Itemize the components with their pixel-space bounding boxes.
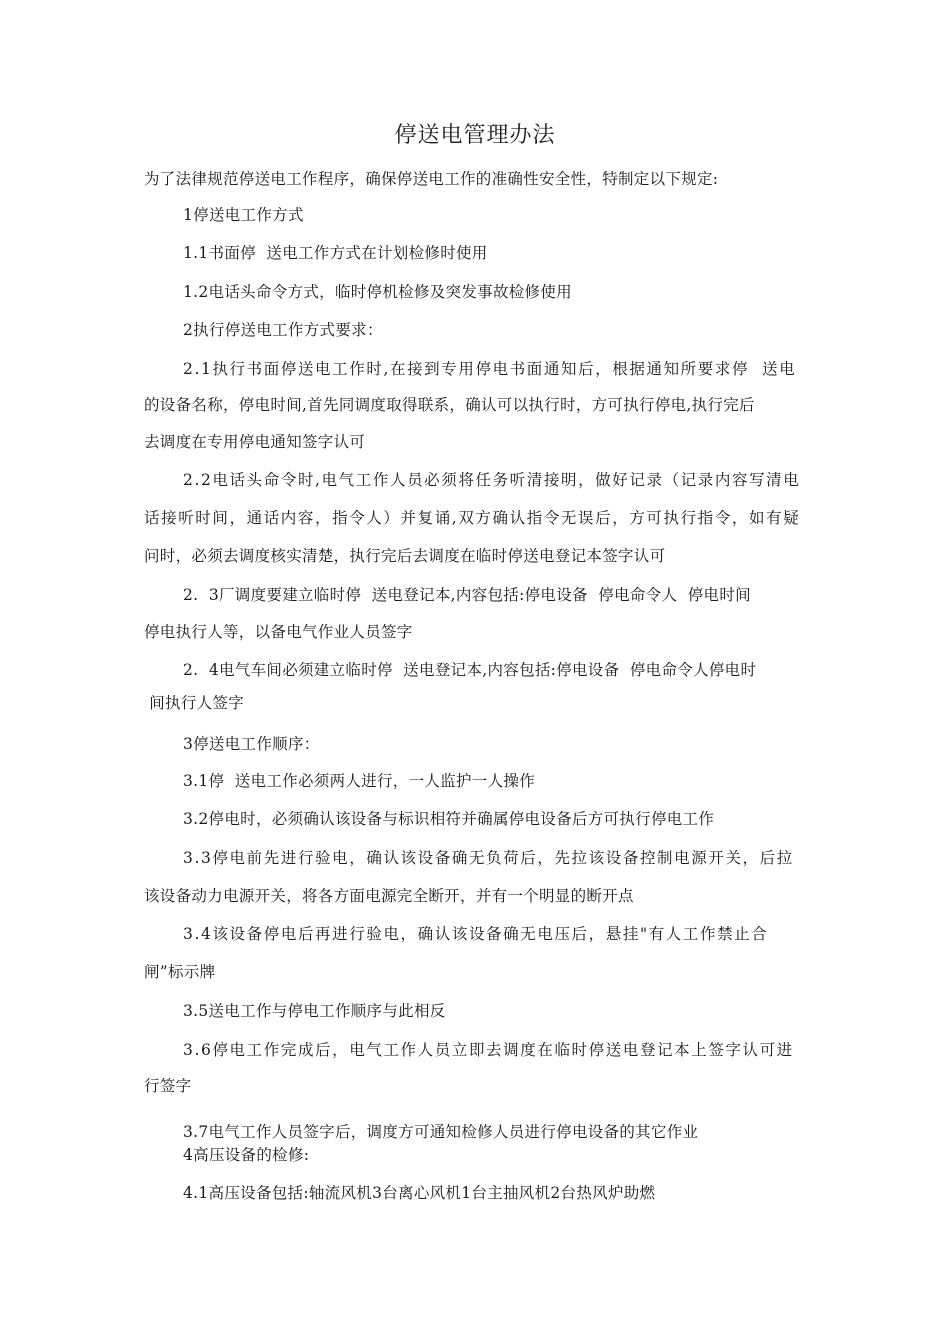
clause-2-4-line-1: 2. 4电气车间必须建立临时停 送电登记本,内容包括:停电设备 停电命令人停电时 bbox=[183, 661, 757, 679]
section-heading-1: 1停送电工作方式 bbox=[183, 206, 304, 224]
clause-2-1-line-1: 2.1执行书面停送电工作时,在接到专用停电书面通知后，根据通知所要求停 送电 bbox=[183, 360, 797, 378]
clause-1-2: 1.2电话头命令方式，临时停机检修及突发事故检修使用 bbox=[183, 283, 572, 301]
clause-2-2-line-3: 问时，必须去调度核实清楚，执行完后去调度在临时停送电登记本签字认可 bbox=[144, 547, 666, 565]
clause-2-4-line-2: 间执行人签字 bbox=[144, 694, 245, 712]
clause-1-1: 1.1书面停 送电工作方式在计划检修时使用 bbox=[183, 244, 488, 262]
clause-2-2-line-2: 话接听时间，通话内容，指令人）并复诵,双方确认指令无误后，方可执行指令，如有疑 bbox=[144, 509, 801, 527]
section-heading-2: 2执行停送电工作方式要求： bbox=[183, 321, 383, 339]
clause-3-3-line-2: 该设备动力电源开关，将各方面电源完全断开，并有一个明显的断开点 bbox=[144, 887, 634, 905]
clause-2-2-line-1: 2.2电话头命令时,电气工作人员必须将任务听清接明，做好记录（记录内容写清电 bbox=[183, 471, 801, 489]
clause-3-6-line-2: 行签字 bbox=[144, 1077, 192, 1095]
clause-3-2: 3.2停电时，必须确认该设备与标识相符并确属停电设备后方可执行停电工作 bbox=[183, 810, 715, 828]
clause-3-6-line-1: 3.6停电工作完成后，电气工作人员立即去调度在临时停送电登记本上签字认可进 bbox=[183, 1041, 794, 1059]
section-heading-3: 3停送电工作顺序： bbox=[183, 735, 320, 753]
document-title: 停送电管理办法 bbox=[394, 123, 556, 148]
intro-paragraph: 为了法律规范停送电工作程序，确保停送电工作的准确性安全性，特制定以下规定: bbox=[144, 170, 719, 188]
section-heading-4: 4高压设备的检修: bbox=[183, 1146, 310, 1164]
clause-3-4-line-2: 闸”标示牌 bbox=[144, 963, 216, 981]
clause-3-4-line-1: 3.4该设备停电后再进行验电，确认该设备确无电压后，悬挂"有人工作禁止合 bbox=[183, 925, 769, 943]
clause-3-3-line-1: 3.3停电前先进行验电，确认该设备确无负荷后，先拉该设备控制电源开关，后拉 bbox=[183, 849, 794, 867]
clause-3-1: 3.1停 送电工作必须两人进行，一人监护一人操作 bbox=[183, 772, 536, 790]
clause-2-1-line-2: 的设备名称，停电时间,首先同调度取得联系，确认可以执行时，方可执行停电,执行完后 bbox=[144, 396, 755, 414]
clause-2-3-line-2: 停电执行人等，以备电气作业人员签字 bbox=[144, 623, 413, 641]
clause-3-5: 3.5送电工作与停电工作顺序与此相反 bbox=[183, 1002, 446, 1020]
clause-4-1: 4.1高压设备包括:轴流风机3台离心风机1台主抽风机2台热风炉助燃 bbox=[183, 1184, 656, 1202]
clause-2-1-line-3: 去调度在专用停电通知签字认可 bbox=[144, 433, 366, 451]
clause-2-3-line-1: 2. 3厂调度要建立临时停 送电登记本,内容包括:停电设备 停电命令人 停电时间 bbox=[183, 586, 751, 604]
clause-3-7: 3.7电气工作人员签字后，调度方可通知检修人员进行停电设备的其它作业 bbox=[183, 1123, 699, 1141]
